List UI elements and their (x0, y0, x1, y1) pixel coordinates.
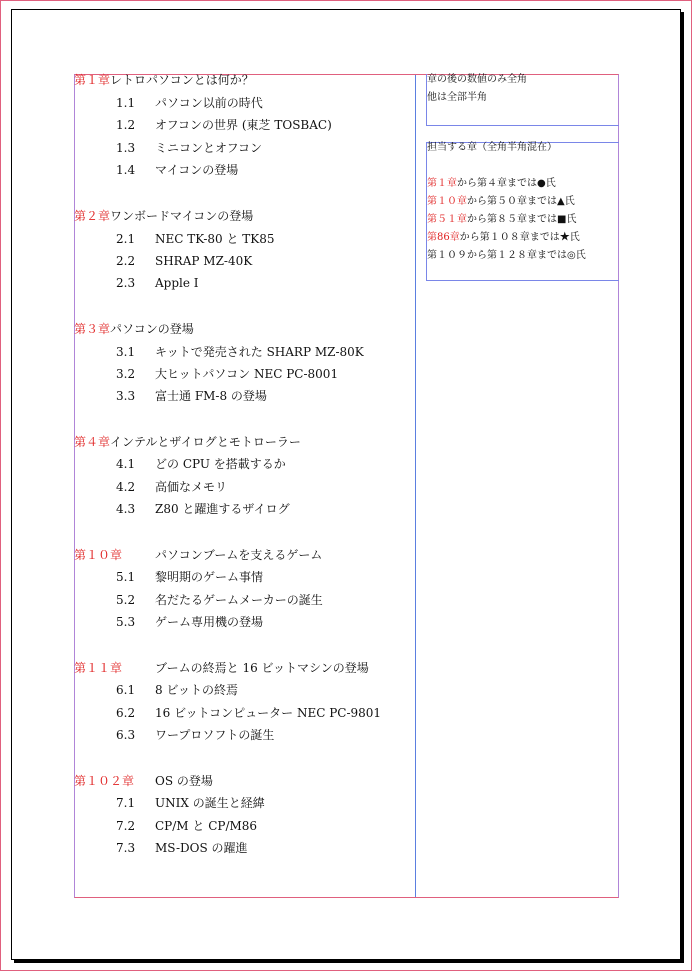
chapter-heading (74, 661, 369, 675)
assignment-row (427, 232, 580, 244)
chapter-heading (74, 209, 253, 223)
section-number: 4.3 (116, 502, 136, 516)
section-entry (116, 615, 263, 629)
chapter-title: パソコンの登場 (110, 322, 194, 336)
section-title: MS-DOS の躍進 (155, 841, 248, 855)
section-number: 4.1 (116, 457, 136, 471)
chapter-heading (74, 435, 301, 449)
assignment-rest: 第１０９から第１２８章までは◎氏 (427, 250, 586, 261)
assignment-row (427, 250, 586, 262)
section-number: 1.1 (116, 96, 136, 110)
section-number: 7.1 (116, 796, 136, 810)
section-title: 16 ビットコンピューター NEC PC-9801 (155, 706, 382, 720)
section-entry (116, 232, 275, 246)
section-entry (116, 796, 265, 810)
assignment-rest: から第４章までは●氏 (457, 178, 556, 189)
chapter-title: レトロパソコンとは何か？ (110, 73, 254, 87)
section-entry (116, 502, 290, 516)
section-number: 2.1 (116, 232, 136, 246)
section-title: 高価なメモリ (155, 480, 228, 494)
section-title: SHRAP MZ-40K (155, 254, 253, 268)
section-title: 8 ビットの終焉 (155, 683, 238, 697)
note-line: 他は全部半角 (427, 92, 487, 103)
section-title: 名だたるゲームメーカーの誕生 (155, 593, 323, 607)
section-title: どの CPU を搭載するか (155, 457, 286, 471)
assignment-range-start: 第１０章 (427, 196, 467, 207)
assignment-rest: から第８５章までは■氏 (467, 214, 577, 225)
section-entry (116, 254, 252, 268)
section-entry (116, 570, 263, 584)
note-line: 章の後の数値のみ全角 (427, 74, 527, 85)
chapter-title: ブームの終焉と 16 ビットマシンの登場 (155, 661, 369, 675)
section-number: 5.1 (116, 570, 136, 584)
chapter-number: 第４章 (74, 435, 111, 449)
assignment-range-start: 第86章 (427, 232, 460, 243)
section-title: UNIX の誕生と経緯 (155, 796, 265, 810)
section-title: マイコンの登場 (155, 163, 239, 177)
section-title: 富士通 FM-8 の登場 (155, 389, 267, 403)
section-title: 黎明期のゲーム事情 (155, 570, 264, 584)
chapter-heading (74, 73, 254, 87)
chapter-number: 第２章 (74, 209, 111, 223)
section-entry (116, 480, 227, 494)
chapter-title: インテルとザイログとモトローラー (110, 435, 301, 449)
section-number: 2.2 (116, 254, 136, 268)
chapter-number: 第３章 (74, 322, 111, 336)
section-title: NEC TK-80 と TK85 (155, 232, 275, 246)
chapter-number: 第１章 (74, 73, 111, 87)
section-number: 7.3 (116, 841, 136, 855)
assignment-row (427, 214, 576, 226)
section-title: Z80 と躍進するザイログ (155, 502, 290, 516)
section-title: 大ヒットパソコン NEC PC-8001 (155, 367, 339, 381)
chapter-title: OS の登場 (155, 774, 213, 788)
section-title: ミニコンとオフコン (155, 141, 263, 155)
chapter-number: 第１０章 (74, 548, 123, 562)
chapter-number: 第１１章 (74, 661, 123, 675)
assignment-rest: から第１０８章までは★氏 (459, 232, 580, 243)
chapter-number: 第１０２章 (74, 774, 135, 788)
chapter-title: ワンボードマイコンの登場 (110, 209, 254, 223)
assignments-heading: 担当する章（全角半角混在） (427, 142, 557, 153)
section-entry (116, 389, 267, 403)
section-entry (116, 367, 338, 381)
section-number: 1.2 (116, 118, 136, 132)
assignment-row (427, 178, 556, 190)
section-entry (116, 683, 238, 697)
chapter-heading (74, 548, 323, 562)
section-entry (116, 841, 248, 855)
section-number: 3.2 (116, 367, 136, 381)
section-entry (116, 345, 364, 359)
section-title: キットで発売された SHARP MZ-80K (155, 345, 364, 359)
section-entry (116, 593, 323, 607)
section-number: 6.2 (116, 706, 136, 720)
section-number: 5.2 (116, 593, 136, 607)
section-number: 6.1 (116, 683, 136, 697)
section-number: 4.2 (116, 480, 136, 494)
section-entry (116, 819, 257, 833)
section-number: 1.3 (116, 141, 136, 155)
section-title: ワープロソフトの誕生 (155, 728, 275, 742)
section-title: Apple I (155, 276, 199, 290)
section-entry (116, 457, 286, 471)
chapter-heading (74, 774, 213, 788)
section-number: 5.3 (116, 615, 136, 629)
section-number: 2.3 (116, 276, 136, 290)
section-title: オフコンの世界 (東芝 TOSBAC) (155, 118, 332, 132)
assignment-range-start: 第１章 (427, 178, 457, 189)
chapter-heading (74, 322, 194, 336)
section-entry (116, 728, 274, 742)
section-entry (116, 118, 332, 132)
section-entry (116, 141, 262, 155)
assignment-rest: から第５０章までは▲氏 (467, 196, 575, 207)
section-entry (116, 163, 238, 177)
section-number: 3.1 (116, 345, 136, 359)
section-title: ゲーム専用機の登場 (155, 615, 264, 629)
section-title: CP/M と CP/M86 (155, 819, 258, 833)
section-title: パソコン以前の時代 (155, 96, 263, 110)
section-number: 3.3 (116, 389, 136, 403)
chapter-title: パソコンブームを支えるゲーム (155, 548, 323, 562)
assignment-range-start: 第５１章 (427, 214, 467, 225)
section-entry (116, 706, 381, 720)
section-number: 1.4 (116, 163, 136, 177)
assignment-row (427, 196, 575, 208)
section-number: 6.3 (116, 728, 136, 742)
section-number: 7.2 (116, 819, 136, 833)
section-entry (116, 96, 263, 110)
section-entry (116, 276, 199, 290)
